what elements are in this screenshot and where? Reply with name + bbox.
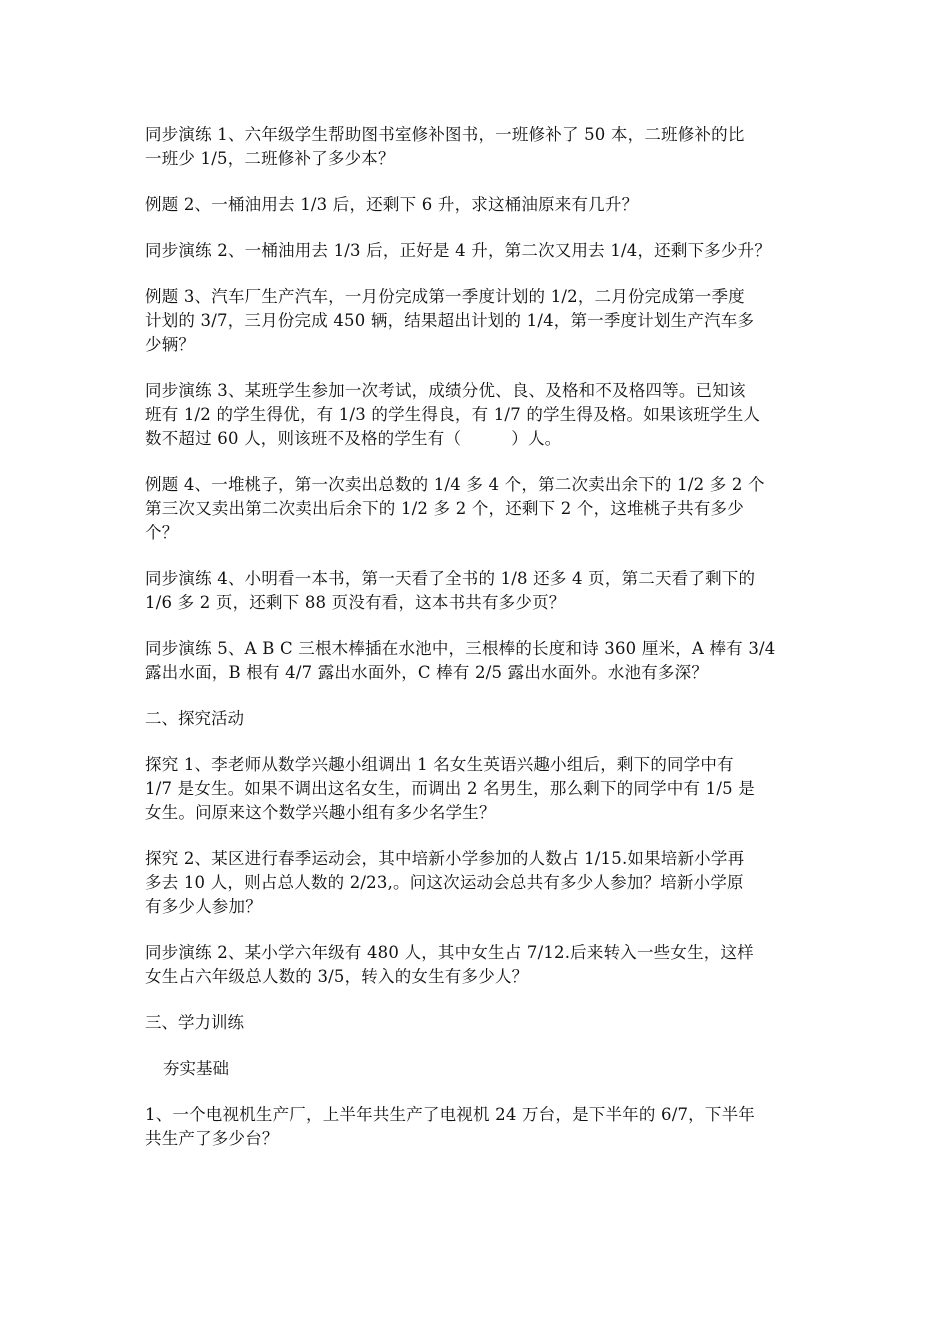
text-line: 同步演练 3、某班学生参加一次考试，成绩分优、良、及格和不及格四等。已知该 — [145, 381, 746, 400]
section-heading-explore: 二、探究活动 — [145, 709, 244, 728]
text-line: 同步演练 5、A B C 三根木棒插在水池中，三根棒的长度和诗 360 厘米，A 棒有 3/4 — [145, 639, 776, 658]
text-line: 多去 10 人，则占总人数的 2/23,。问这次运动会总共有多少人参加？培新小学原 — [145, 873, 744, 892]
text-line: 1/6 多 2 页，还剩下 88 页没有看，这本书共有多少页？ — [145, 593, 566, 612]
exercise-sync-1 — [145, 123, 810, 171]
exercise-sync-3 — [145, 379, 810, 451]
text-line: 例题 4、一堆桃子，第一次卖出总数的 1/4 多 4 个，第二次卖出余下的 1/2 多 2 个 — [145, 475, 765, 494]
explore-2 — [145, 847, 810, 919]
text-line: 探究 2、某区进行春季运动会，其中培新小学参加的人数占 1/15.如果培新小学再 — [145, 849, 745, 868]
explore-1 — [145, 753, 810, 825]
text-line: 少辆？ — [145, 335, 196, 354]
text-line: 个？ — [145, 523, 179, 542]
document-page — [145, 123, 810, 1173]
text-line: 同步演练 2、一桶油用去 1/3 后，正好是 4 升，第二次又用去 1/4，还剩下多少升？ — [145, 241, 772, 260]
text-line: 第三次又卖出第二次卖出后余下的 1/2 多 2 个，还剩下 2 个，这堆桃子共有多少 — [145, 499, 744, 518]
text-line: 女生占六年级总人数的 3/5，转入的女生有多少人？ — [145, 967, 529, 986]
text-line: 有多少人参加？ — [145, 897, 262, 916]
text-line: 共生产了多少台？ — [145, 1129, 279, 1148]
text-line: 露出水面，B 根有 4/7 露出水面外，C 棒有 2/5 露出水面外。水池有多深？ — [145, 663, 709, 682]
text-line: 例题 2、一桶油用去 1/3 后，还剩下 6 升，求这桶油原来有几升？ — [145, 195, 639, 214]
text-line: 1/7 是女生。如果不调出这名女生，而调出 2 名男生，那么剩下的同学中有 1/5 是 — [145, 779, 755, 798]
training-question-1 — [145, 1103, 810, 1151]
text-line: 同步演练 4、小明看一本书，第一天看了全书的 1/8 还多 4 页，第二天看了剩下的 — [145, 569, 756, 588]
text-line: 班有 1/2 的学生得优，有 1/3 的学生得良，有 1/7 的学生得及格。如果该班学生人 — [145, 405, 761, 424]
text-line: 例题 3、汽车厂生产汽车，一月份完成第一季度计划的 1/2，二月份完成第一季度 — [145, 287, 745, 306]
text-line: 同步演练 2、某小学六年级有 480 人，其中女生占 7/12.后来转入一些女生，这样 — [145, 943, 754, 962]
text-line: 1、一个电视机生产厂，上半年共生产了电视机 24 万台，是下半年的 6/7，下半年 — [145, 1105, 755, 1124]
exercise-sync-2 — [145, 239, 810, 263]
example-3 — [145, 285, 810, 357]
text-line: 探究 1、李老师从数学兴趣小组调出 1 名女生英语兴趣小组后，剩下的同学中有 — [145, 755, 734, 774]
text-line: 一班少 1/5，二班修补了多少本？ — [145, 149, 395, 168]
exercise-sync-explore-2 — [145, 941, 810, 989]
text-line: 女生。问原来这个数学兴趣小组有多少名学生？ — [145, 803, 496, 822]
text-line: 计划的 3/7，三月份完成 450 辆，结果超出计划的 1/4，第一季度计划生产汽车多 — [145, 311, 755, 330]
example-2 — [145, 193, 810, 217]
text-line: 数不超过 60 人，则该班不及格的学生有（ ）人。 — [145, 429, 562, 448]
exercise-sync-5 — [145, 637, 810, 685]
section-heading-training: 三、学力训练 — [145, 1013, 244, 1032]
subheading-foundation: 夯实基础 — [163, 1059, 229, 1078]
text-line: 同步演练 1、六年级学生帮助图书室修补图书，一班修补了 50 本，二班修补的比 — [145, 125, 745, 144]
example-4 — [145, 473, 810, 545]
exercise-sync-4 — [145, 567, 810, 615]
